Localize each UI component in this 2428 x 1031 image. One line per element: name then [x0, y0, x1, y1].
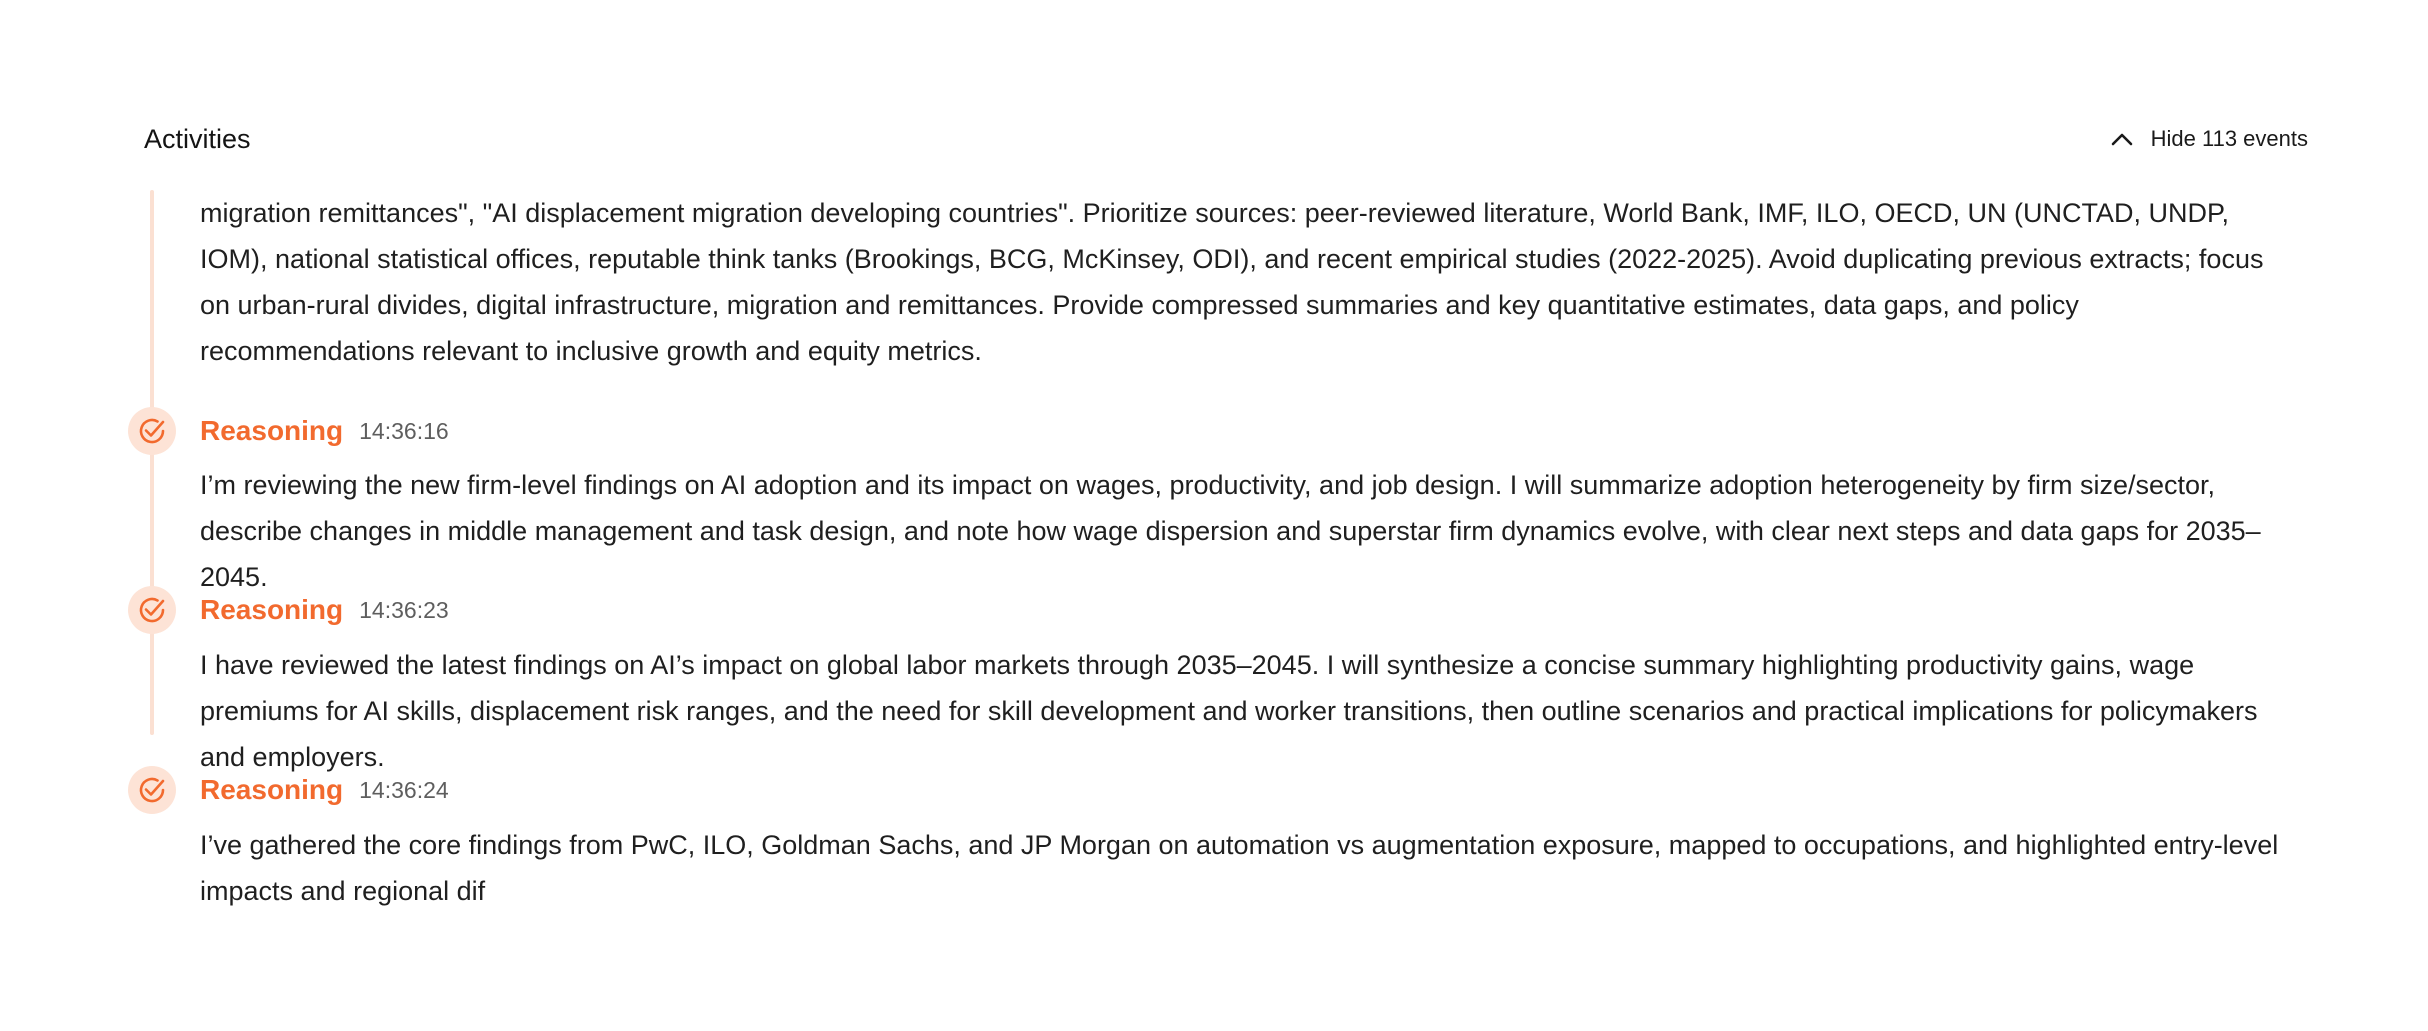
activity-timestamp: 14:36:24	[359, 776, 449, 803]
check-circle-icon	[128, 586, 176, 634]
activities-header	[144, 118, 2308, 160]
activity-intro-text: migration remittances", "AI displacement migration developing countries". Prioritize sources: peer-reviewed literature, World Bank, IMF, ILO, OECD, UN (UNCTAD, UNDP, IOM), national statistical offices, reputable think tanks (Brookings, BCG, McKinsey, ODI), and recent empirical studies (2022-2025). Avoid duplicating previous extracts; focus on urban-rural divides, digital infrastructure, migration and remittances. Provide compressed summaries and key quantitative estimates, data gaps, and policy recommendations relevant to inclusive growth and equity metrics.	[200, 198, 2264, 366]
timeline-rail	[150, 190, 154, 735]
activities-title: Activities	[144, 123, 251, 154]
activity-entry-text: I’m reviewing the new firm-level findings on AI adoption and its impact on wages, productivity, and job design. I will summarize adoption heterogeneity by firm size/sector, describe changes in middle management and task design, and note how wage dispersion and superstar firm dynamics evolve, with clear next steps and data gaps for 2035–2045.	[200, 470, 2261, 592]
activity-entry-header	[128, 766, 449, 814]
activity-entry-header	[128, 586, 449, 634]
activity-entry-text: I’ve gathered the core findings from PwC, ILO, Goldman Sachs, and JP Morgan on automation vs augmentation exposure, mapped to occupations, and highlighted entry-level impacts and regional dif	[200, 830, 2279, 906]
chevron-up-icon	[2111, 132, 2133, 146]
activity-timestamp: 14:36:23	[359, 596, 449, 623]
activity-entry-header	[128, 407, 449, 455]
activity-timestamp: 14:36:16	[359, 417, 449, 444]
activity-entry-text: I have reviewed the latest findings on AI’s impact on global labor markets through 2035–2045. I will synthesize a concise summary highlighting productivity gains, wage premiums for AI skills, displacement risk ranges, and the need for skill development and worker transitions, then outline scenarios and practical implications for policymakers and employers.	[200, 650, 2258, 772]
activity-timeline	[0, 190, 2428, 930]
check-circle-icon	[128, 407, 176, 455]
activity-type-label: Reasoning	[200, 415, 344, 446]
hide-events-label: Hide 113 events	[2150, 126, 2308, 151]
check-circle-icon	[128, 766, 176, 814]
activity-type-label: Reasoning	[200, 594, 344, 625]
hide-events-button[interactable]	[2111, 126, 2308, 152]
activity-type-label: Reasoning	[200, 774, 344, 805]
